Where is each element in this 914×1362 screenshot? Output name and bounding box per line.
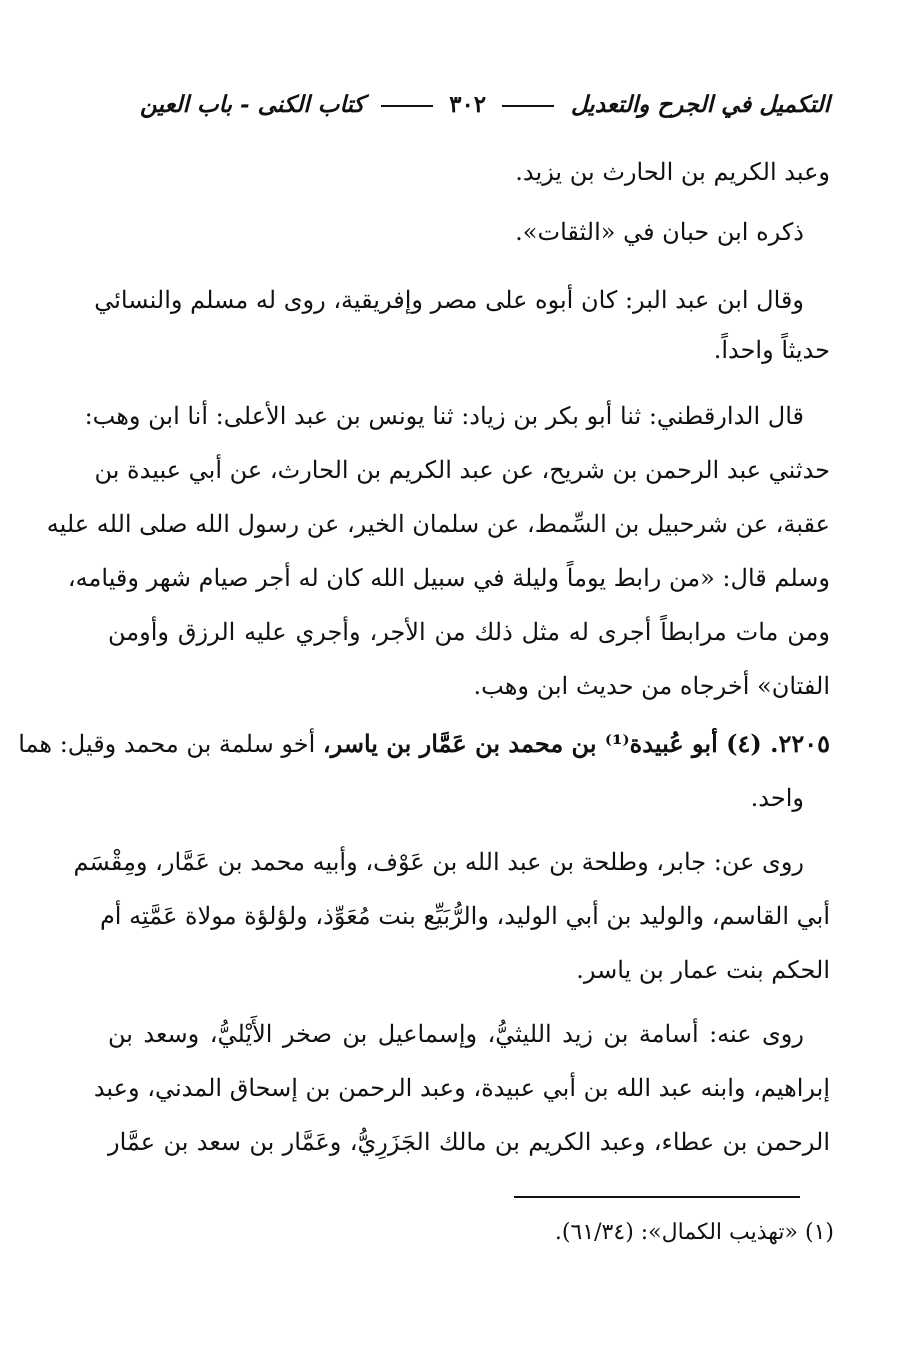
entry-heading: [18, 724, 830, 764]
entry-description: أخو سلمة بن محمد وقيل: هما: [18, 730, 323, 758]
entry-line: واحد.: [750, 784, 804, 812]
footnote: (١) «تهذيب الكمال»: (٦١/٣٤).: [554, 1220, 834, 1245]
header-dash-right: [502, 105, 554, 107]
body-line: حدثني عبد الرحمن بن شريح، عن عبد الكريم بن الحارث، عن أبي عبيدة بن: [94, 456, 830, 484]
header-center: [373, 91, 562, 118]
body-line: ومن مات مرابطاً أجرى له مثل ذلك من الأجر، وأجري عليه الرزق وأومن: [108, 618, 830, 646]
body-line: ذكره ابن حبان في «الثقات».: [515, 218, 804, 246]
book-title: التكميل في الجرح والتعديل: [570, 90, 830, 118]
section-title: كتاب الكنى - باب العين: [140, 90, 365, 118]
entry-line: روى عن: جابر، وطلحة بن عبد الله بن عَوْف، وأبيه محمد بن عَمَّار، ومِقْسَم: [73, 848, 804, 876]
entry-line: الرحمن بن عطاء، وعبد الكريم بن مالك الجَزَرِيُّ، وعَمَّار بن سعد بن عمَّار: [108, 1128, 830, 1156]
page-number: ٣٠٢: [449, 90, 487, 118]
body-line: وقال ابن عبد البر: كان أبوه على مصر وإفريقية، روى له مسلم والنسائي: [94, 286, 804, 314]
entry-line: روى عنه: أسامة بن زيد الليثيُّ، وإسماعيل بن صخر الأَيْليُّ، وسعد بن: [108, 1020, 804, 1048]
footnote-separator: [514, 1196, 800, 1198]
entry-number-and-name: ٢٢٠٥. (٤) أبو عُبيدة⁽¹⁾ بن محمد بن عَمَّار بن ياسر،: [322, 729, 830, 758]
body-line: قال الدارقطني: ثنا أبو بكر بن زياد: ثنا يونس بن عبد الأعلى: أنا ابن وهب:: [84, 402, 804, 430]
entry-line: إبراهيم، وابنه عبد الله بن أبي عبيدة، وعبد الرحمن بن إسحاق المدني، وعبد: [93, 1074, 830, 1102]
body-line: الفتان» أخرجاه من حديث ابن وهب.: [473, 672, 830, 700]
header-dash-left: [381, 105, 433, 107]
running-header: [140, 84, 830, 124]
body-line: وعبد الكريم بن الحارث بن يزيد.: [515, 158, 830, 186]
body-line: وسلم قال: «من رابط يوماً وليلة في سبيل الله كان له أجر صيام شهر وقيامه،: [67, 564, 830, 592]
body-line: حديثاً واحداً.: [713, 336, 830, 364]
entry-line: الحكم بنت عمار بن ياسر.: [576, 956, 830, 984]
entry-line: أبي القاسم، والوليد بن أبي الوليد، والرُّبَيِّع بنت مُعَوِّذ، ولؤلؤة مولاة عَمَّتِه أم: [99, 902, 830, 930]
body-line: عقبة، عن شرحبيل بن السِّمط، عن سلمان الخير، عن رسول الله صلى الله عليه: [46, 510, 830, 538]
